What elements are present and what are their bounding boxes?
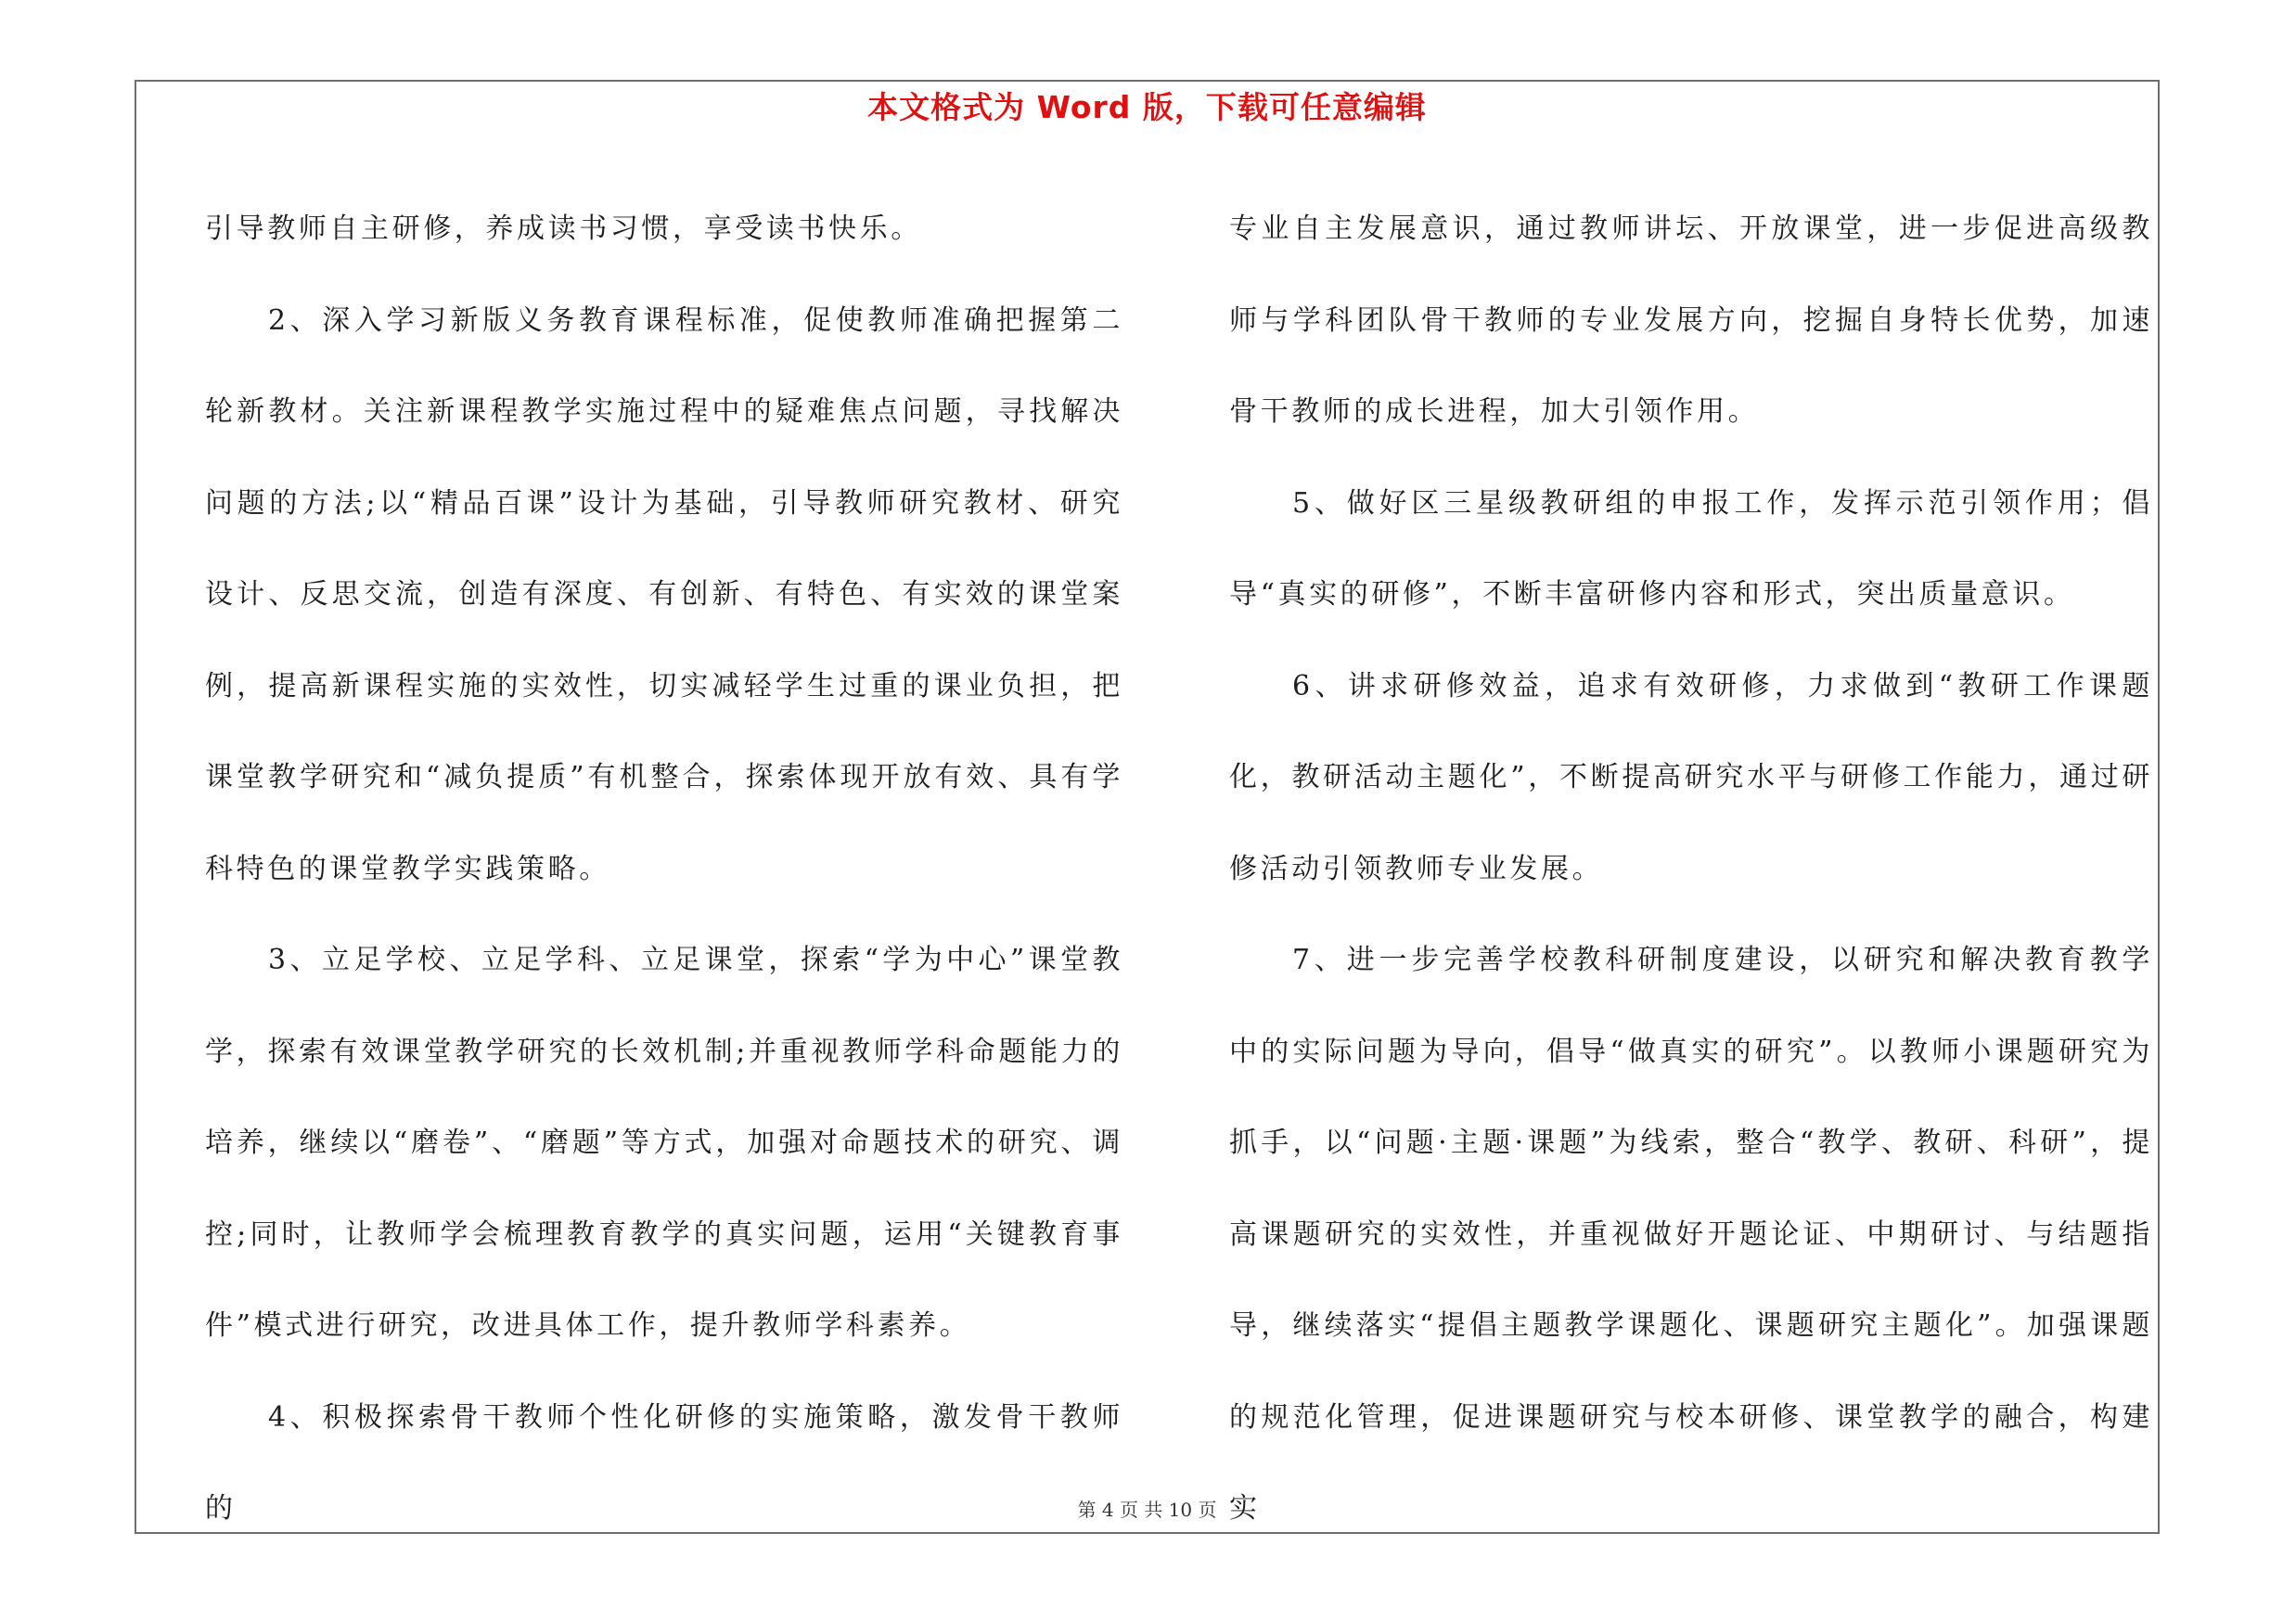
format-notice-banner: 本文格式为 Word 版，下载可任意编辑: [867, 89, 1427, 125]
right-column: [1229, 184, 2153, 1555]
right-paragraph-3: 6、讲求研修效益，追求有效研修，力求做到“教研工作课题化，教研活动主题化”，不断提高研究水平与研修工作能力，通过研修活动引领教师专业发展。: [1229, 669, 2153, 885]
page-number-footer: 第 4 页 共 10 页: [1077, 1499, 1217, 1521]
left-column: [205, 184, 1123, 1555]
right-paragraph-1: 专业自主发展意识，通过教师讲坛、开放课堂，进一步促进高级教师与学科团队骨干教师的专业发展方向，挖掘自身特长优势，加速骨干教师的成长进程，加大引领作用。: [1229, 213, 2153, 428]
left-paragraph-1: 引导教师自主研修，养成读书习惯，享受读书快乐。: [205, 213, 922, 245]
right-paragraph-4: 7、进一步完善学校教科研制度建设，以研究和解决教育教学中的实际问题为导向，倡导“做真实的研究”。以教师小课题研究为抓手，以“问题·主题·课题”为线索，整合“教学、教研、科研”，提高课题研究的实效性，并重视做好开题论证、中期研讨、与结题指导，继续落实“提倡主题教学课题化、课题研究主题化”。加强课题的规范化管理，促进课题研究与校本研修、课堂教学的融合，构建实: [1229, 944, 2153, 1525]
left-paragraph-4: 4、积极探索骨干教师个性化研修的实施策略，激发骨干教师的: [205, 1400, 1123, 1525]
left-paragraph-3: 3、立足学校、立足学科、立足课堂，探索“学为中心”课堂教学，探索有效课堂教学研究的长效机制;并重视教师学科命题能力的培养，继续以“磨卷”、“磨题”等方式，加强对命题技术的研究、调控;同时，让教师学会梳理教育教学的真实问题，运用“关键教育事件”模式进行研究，改进具体工作，提升教师学科素养。: [205, 944, 1123, 1342]
left-paragraph-2: 2、深入学习新版义务教育课程标准，促使教师准确把握第二轮新教材。关注新课程教学实施过程中的疑难焦点问题，寻找解决问题的方法;以“精品百课”设计为基础，引导教师研究教材、研究设计、反思交流，创造有深度、有创新、有特色、有实效的课堂案例，提高新课程实施的实效性，切实减轻学生过重的课业负担，把课堂教学研究和“减负提质”有机整合，探索体现开放有效、具有学科特色的课堂教学实践策略。: [205, 303, 1123, 885]
right-paragraph-2: 5、做好区三星级教研组的申报工作，发挥示范引领作用；倡导“真实的研修”，不断丰富研修内容和形式，突出质量意识。: [1229, 486, 2153, 611]
